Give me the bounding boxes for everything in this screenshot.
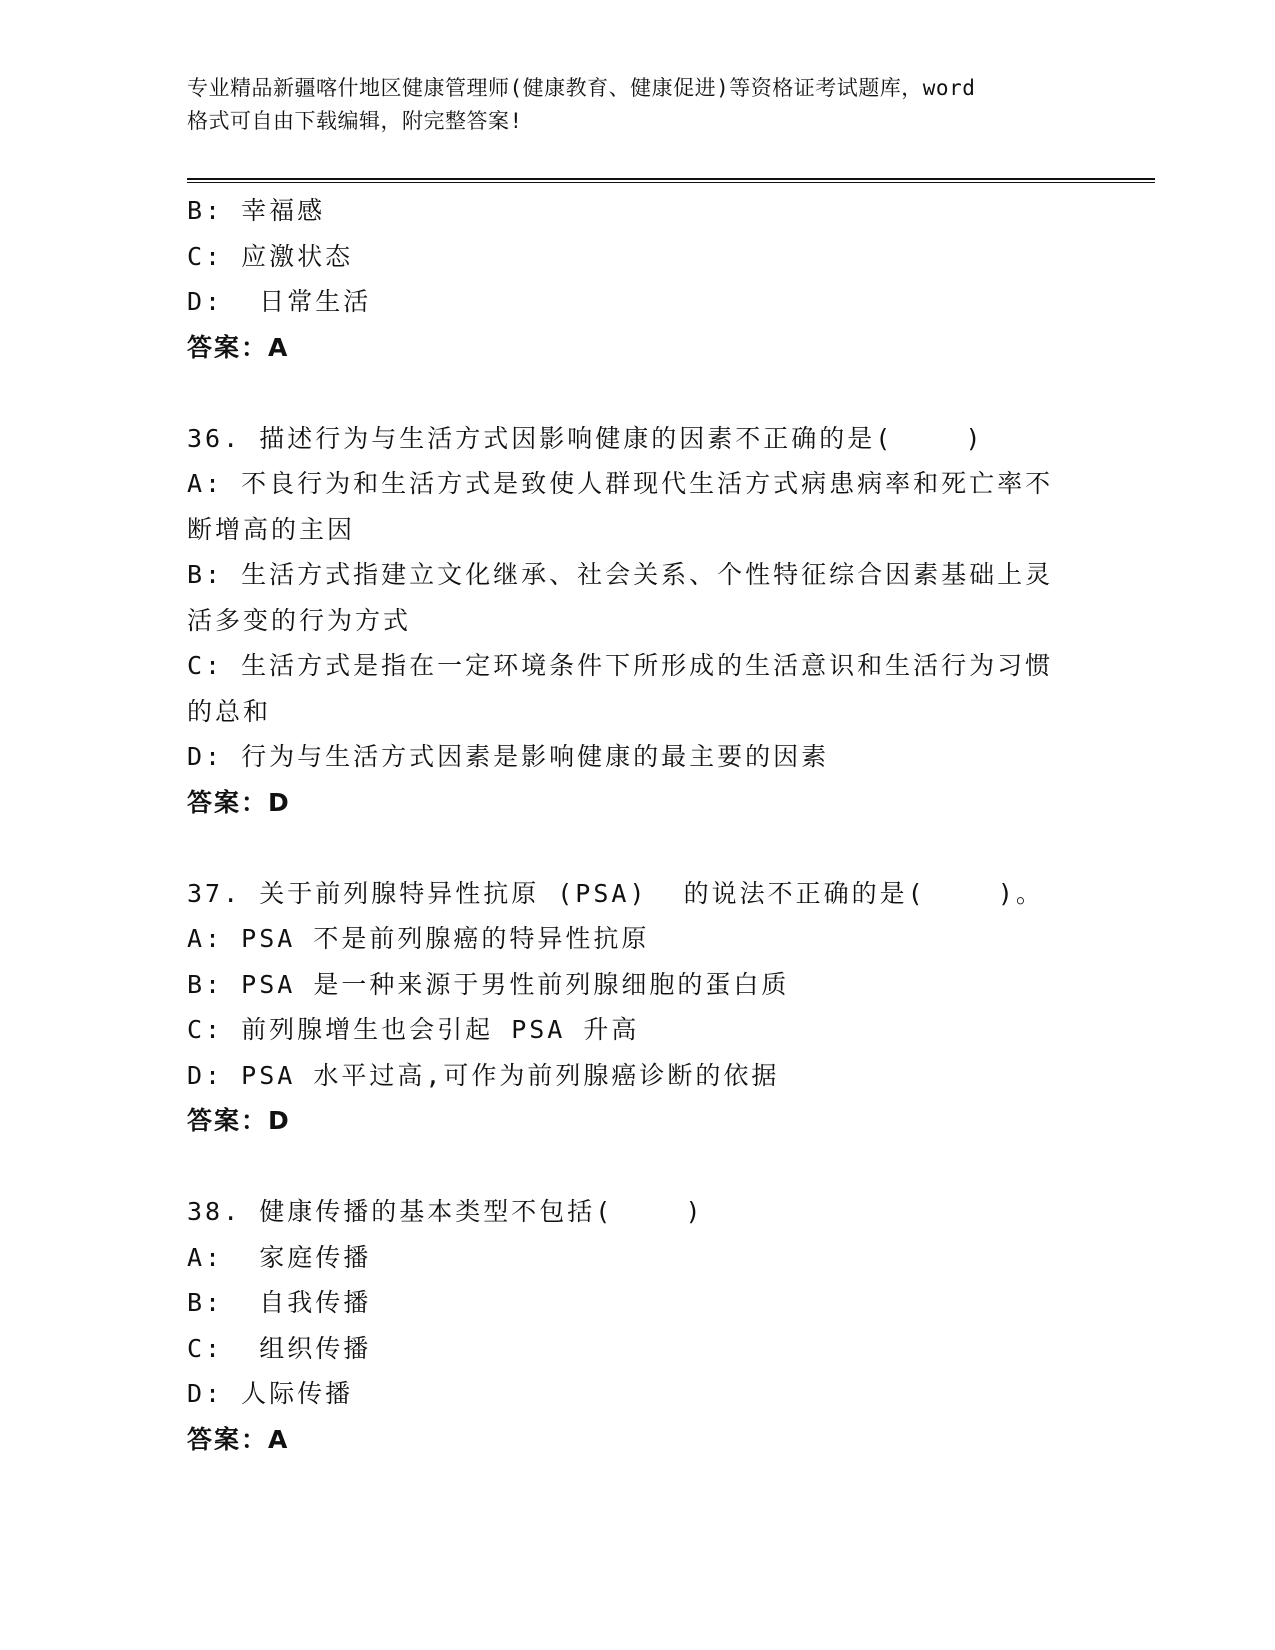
option-d: D: 日常生活 [187, 287, 372, 316]
answer: 答案：A [187, 332, 290, 362]
spacer [187, 1144, 1087, 1190]
answer: 答案：D [187, 787, 291, 817]
option-a: A: PSA 不是前列腺癌的特异性抗原 [187, 924, 650, 953]
option-c: C: 组织传播 [187, 1333, 372, 1363]
option-c: C: 前列腺增生也会引起 PSA 升高 [187, 1015, 640, 1044]
question-stem: 38. 健康传播的基本类型不包括( ) [187, 1197, 704, 1226]
question-stem: 37. 关于前列腺特异性抗原 (PSA) 的说法不正确的是( )。 [187, 878, 1044, 908]
option-b: B: 自我传播 [187, 1288, 372, 1317]
header-line-2: 格式可自由下载编辑，附完整答案! [187, 109, 523, 133]
option-a: A: 不良行为和生活方式是致使人群现代生活方式病患病率和死亡率不 [187, 469, 1054, 498]
option-b: B: PSA 是一种来源于男性前列腺细胞的蛋白质 [187, 969, 790, 999]
question-37 [187, 871, 1087, 1144]
question-list [187, 188, 1087, 1462]
header-divider [187, 178, 1155, 180]
header-divider-thin [187, 182, 1155, 183]
answer: 答案：D [187, 1106, 291, 1135]
spacer [187, 825, 1087, 871]
spacer [187, 370, 1087, 416]
question-38 [187, 1189, 1087, 1462]
header-line-1: 专业精品新疆喀什地区健康管理师(健康教育、健康促进)等资格证考试题库，word [187, 76, 976, 100]
question-stem: 36. 描述行为与生活方式因影响健康的因素不正确的是( ) [187, 423, 984, 453]
question-35-tail [187, 188, 1087, 370]
option-c-cont: 的总和 [187, 696, 272, 726]
option-c: C: 应激状态 [187, 241, 354, 271]
option-a: A: 家庭传播 [187, 1242, 372, 1272]
page-header [187, 72, 1087, 138]
option-d: D: 行为与生活方式因素是影响健康的最主要的因素 [187, 742, 830, 771]
question-36 [187, 416, 1087, 826]
option-a-cont: 断增高的主因 [187, 514, 356, 544]
option-b: B: 幸福感 [187, 196, 326, 225]
answer: 答案：A [187, 1424, 290, 1454]
option-c: C: 生活方式是指在一定环境条件下所形成的生活意识和生活行为习惯 [187, 651, 1054, 680]
option-b: B: 生活方式指建立文化继承、社会关系、个性特征综合因素基础上灵 [187, 560, 1054, 589]
option-d: D: 人际传播 [187, 1379, 354, 1408]
option-d: D: PSA 水平过高,可作为前列腺癌诊断的依据 [187, 1060, 780, 1090]
option-b-cont: 活多变的行为方式 [187, 605, 412, 635]
